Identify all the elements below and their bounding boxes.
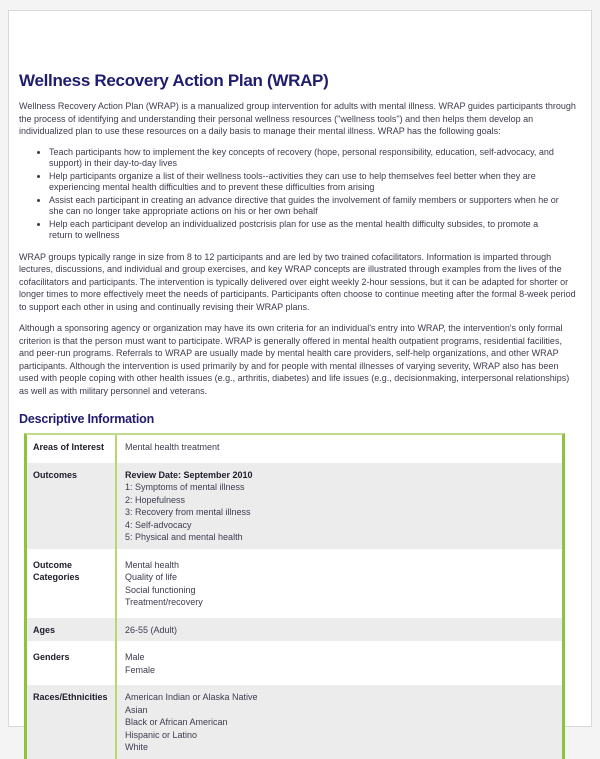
value-line: 26-55 (Adult) xyxy=(125,624,178,635)
row-value xyxy=(115,463,562,549)
goal-item: • Help each participant develop an individualized postcrisis plan for use as the mental health difficulty subsides, to promote a return to wellness xyxy=(49,219,577,242)
value-line: Treatment/recovery xyxy=(125,597,203,607)
row-label: Areas of Interest xyxy=(33,442,105,452)
value-line: Mental health treatment xyxy=(125,442,220,452)
row-value xyxy=(115,685,562,759)
row-label: Genders xyxy=(33,652,70,662)
row-label: Outcomes xyxy=(33,469,78,480)
value-line: Quality of life xyxy=(125,572,178,582)
value-line: Male xyxy=(125,652,145,662)
groups-paragraph: WRAP groups typically range in size from 8 to 12 participants and are led by two trained cofacilitators. Information is imparted through lectures, discussions, and individual and group exercises, and key WRAP concepts are illustrated through examples from the lives of the cofacilitators and participants. The intervention is typically delivered over eight weekly 2-hour sessions, but it can be adapted for shorter or longer times to more effectively meet the needs of participants. Participants often choose to continue meeting after the formal 8-week period to support each other in using and continually revising their WRAP plans. xyxy=(19,251,576,312)
value-line: 5: Physical and mental health xyxy=(125,532,243,542)
row-label: Races/Ethnicities xyxy=(33,692,108,702)
page-title: Wellness Recovery Action Plan (WRAP) xyxy=(19,71,329,90)
table-row xyxy=(27,618,562,642)
table-row xyxy=(27,685,562,759)
value-line: Female xyxy=(125,664,156,675)
value-line: Social functioning xyxy=(125,584,196,595)
table-row xyxy=(27,645,562,681)
row-value xyxy=(115,435,562,459)
value-line: 3: Recovery from mental illness xyxy=(125,507,251,517)
goals-list xyxy=(19,147,577,242)
value-line: 4: Self-advocacy xyxy=(125,519,192,530)
value-line: 1: Symptoms of mental illness xyxy=(125,482,245,492)
table-row xyxy=(27,435,562,459)
section-heading: Descriptive Information xyxy=(19,412,155,426)
value-line: American Indian or Alaska Native xyxy=(125,692,258,702)
value-line: Mental health xyxy=(125,559,180,570)
row-label: Ages xyxy=(33,624,56,635)
value-line: Black or African American xyxy=(125,717,228,727)
table-row xyxy=(27,553,562,614)
row-label: Outcome Categories xyxy=(33,559,80,582)
criteria-paragraph: Although a sponsoring agency or organization may have its own criteria for an individual's entry into WRAP, the intervention's only formal criterion is that the person must want to participate. WRAP is generally offered in mental health outpatient programs, residential facilities, and peer-run programs. Referrals to WRAP are usually made by mental health care providers, self-help organizations, and other WRAP participants. Although the intervention is used primarily by and for people with mental illnesses of varying severity, WRAP also has been used with people coping with other health issues (e.g., arthritis, diabetes) and life issues (e.g., decisionmaking, interpersonal relationships) as well as with military personnel and veterans. xyxy=(19,323,570,396)
value-line: 2: Hopefulness xyxy=(125,494,186,505)
intro-paragraph: Wellness Recovery Action Plan (WRAP) is a manualized group intervention for adults with mental illness. WRAP guides participants through the process of identifying and understanding their personal wellness resources ("wellness tools") and then helps them develop an individualized plan to use these resources on a daily basis to manage their mental illness. WRAP has the following goals: xyxy=(19,101,576,136)
goal-item: • Assist each participant in creating an advance directive that guides the involvement of family members or supporters when he or she can no longer take appropriate actions on his or her own behalf xyxy=(49,195,577,218)
value-line: White xyxy=(125,742,149,752)
row-value xyxy=(115,618,562,642)
table-row xyxy=(27,463,562,549)
goal-item: • Teach participants how to implement the key concepts of recovery (hope, personal responsibility, education, self-advocacy, and support) in their day-to-day lives xyxy=(49,147,577,170)
goal-item: • Help participants organize a list of their wellness tools--activities they can use to help themselves feel better when they are experiencing mental health difficulties and to prevent these difficulties from arising xyxy=(49,171,577,194)
row-value xyxy=(115,645,562,681)
document-page xyxy=(8,10,592,752)
descriptive-table xyxy=(24,433,565,759)
value-line: Asian xyxy=(125,704,148,715)
value-line: Hispanic or Latino xyxy=(125,729,198,740)
value-line: Review Date: September 2010 xyxy=(125,469,253,480)
row-value xyxy=(115,553,562,614)
